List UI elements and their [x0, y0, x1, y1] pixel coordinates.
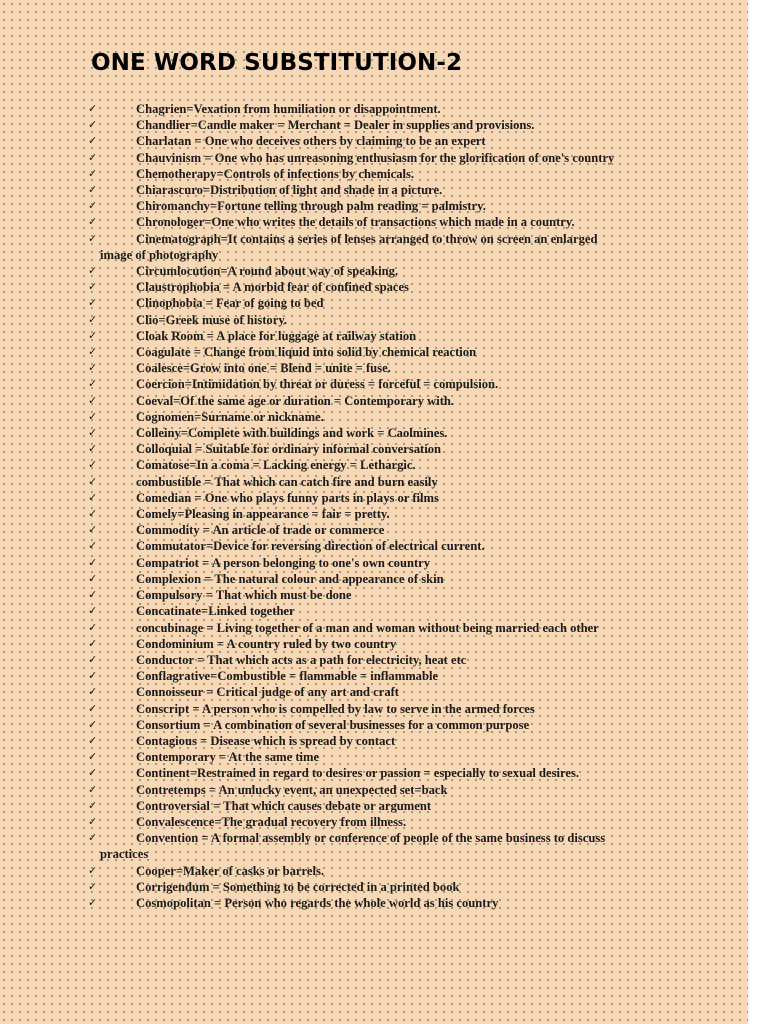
checkmark-icon: ✓ [88, 733, 98, 747]
list-item [88, 506, 668, 522]
entry-text: Cognomen=Surname or nickname. [136, 409, 324, 424]
list-item [88, 620, 668, 636]
list-item [88, 295, 668, 311]
checkmark-icon: ✓ [88, 685, 98, 699]
checkmark-icon: ✓ [88, 490, 98, 504]
list-item [88, 749, 668, 765]
checkmark-icon: ✓ [88, 895, 98, 909]
entry-text: Coercion=Intimidation by threat or duress = forceful = compulsion. [136, 377, 499, 392]
list-item [88, 360, 668, 376]
checkmark-icon: ✓ [88, 166, 98, 180]
list-item [88, 555, 668, 571]
checkmark-icon: ✓ [88, 474, 98, 488]
checkmark-icon: ✓ [88, 345, 98, 359]
checkmark-icon: ✓ [88, 215, 98, 229]
list-item [88, 312, 668, 328]
list-item [88, 587, 668, 603]
entry-text: Continent=Restrained in regard to desires or passion = especially to sexual desires. [136, 766, 580, 781]
checkmark-icon: ✓ [88, 701, 98, 715]
list-item [88, 263, 668, 279]
checkmark-icon: ✓ [88, 814, 98, 828]
entry-text: concubinage = Living together of a man and woman without being married each other [136, 620, 599, 635]
list-item [88, 231, 668, 263]
entry-text: Chiarascuro=Distribution of light and shade in a picture. [136, 183, 443, 198]
entry-text: combustible = That which can catch fire and burn easily [136, 474, 438, 489]
list-item [88, 798, 668, 814]
entry-text: Chauvinism = One who has unreasoning enthusiasm for the glorification of one's country [136, 150, 615, 165]
checkmark-icon: ✓ [88, 150, 98, 164]
list-item [88, 393, 668, 409]
list-item [88, 895, 668, 911]
list-item [88, 328, 668, 344]
list-item [88, 571, 668, 587]
checkmark-icon: ✓ [88, 782, 98, 796]
checkmark-icon: ✓ [88, 377, 98, 391]
checkmark-icon: ✓ [88, 588, 98, 602]
entry-text: Chagrien=Vexation from humiliation or disappointment. [136, 102, 441, 116]
list-item [88, 117, 668, 133]
entry-text: Chiromanchy=Fortune telling through palm reading = palmistry. [136, 199, 486, 214]
list-item [88, 409, 668, 425]
entry-text: Colleiny=Complete with buildings and work = Caolmines. [136, 426, 448, 441]
entry-text: Colloquial = Suitable for ordinary informal conversation [136, 442, 442, 457]
entry-text: Condominium = A country ruled by two country [136, 636, 397, 651]
entry-text: Complexion = The natural colour and appearance of skin [136, 571, 444, 586]
entry-text: Cloak Room = A place for luggage at railway station [136, 328, 417, 343]
list-item [88, 214, 668, 230]
list-item [88, 457, 668, 473]
checkmark-icon: ✓ [88, 393, 98, 407]
checkmark-icon: ✓ [88, 183, 98, 197]
entry-text: Chronologer=One who writes the details of transactions which made in a country. [136, 215, 575, 230]
checkmark-icon: ✓ [88, 442, 98, 456]
checkmark-icon: ✓ [88, 669, 98, 683]
list-item [88, 376, 668, 392]
checkmark-icon: ✓ [88, 798, 98, 812]
entry-text: Contretemps = An unlucky event, an unexpected set=back [136, 782, 448, 797]
list-item [88, 603, 668, 619]
entry-text: Chandlier=Candle maker = Merchant = Dealer in supplies and provisions. [136, 118, 535, 133]
entry-text: Corrigendum = Something to be corrected in a printed book [136, 879, 460, 894]
entry-text: Cinematograph=It contains a series of lenses arranged to throw on screen an enlarged [136, 231, 598, 246]
checkmark-icon: ✓ [88, 604, 98, 618]
list-item [88, 198, 668, 214]
checkmark-icon: ✓ [88, 199, 98, 213]
entry-text: Cooper=Maker of casks or barrels. [136, 863, 325, 878]
list-item [88, 441, 668, 457]
list-item [88, 830, 668, 862]
entry-text: Commutator=Device for reversing direction of electrical current. [136, 539, 485, 554]
list-item [88, 474, 668, 490]
list-item [88, 490, 668, 506]
list-item [88, 652, 668, 668]
list-item [88, 150, 668, 166]
entry-text: Chemotherapy=Controls of infections by chemicals. [136, 166, 415, 181]
checkmark-icon: ✓ [88, 766, 98, 780]
checkmark-icon: ✓ [88, 231, 98, 245]
list-item [88, 101, 668, 117]
entry-text: Claustrophobia = A morbid fear of confined spaces [136, 280, 409, 295]
checkmark-icon: ✓ [88, 717, 98, 731]
entry-text-continuation: image of photography [100, 247, 219, 262]
page-margin [748, 0, 768, 1024]
list-item [88, 879, 668, 895]
list-item [88, 133, 668, 149]
entry-text: Connoisseur = Critical judge of any art and craft [136, 685, 400, 700]
checkmark-icon: ✓ [88, 555, 98, 569]
entry-text: Convalescence=The gradual recovery from illness. [136, 814, 407, 829]
list-item [88, 863, 668, 879]
checkmark-icon: ✓ [88, 458, 98, 472]
entry-text: Coalesce=Grow into one = Blend = unite = fuse. [136, 361, 391, 376]
list-item [88, 636, 668, 652]
entry-text: Contagious = Disease which is spread by contact [136, 733, 396, 748]
entry-text: Comedian = One who plays funny parts in plays or films [136, 490, 439, 505]
checkmark-icon: ✓ [88, 620, 98, 634]
list-item [88, 522, 668, 538]
checkmark-icon: ✓ [88, 409, 98, 423]
checkmark-icon: ✓ [88, 507, 98, 521]
checkmark-icon: ✓ [88, 328, 98, 342]
checkmark-icon: ✓ [88, 280, 98, 294]
entry-text: Conflagrative=Combustible = flammable = inflammable [136, 669, 439, 684]
list-item [88, 182, 668, 198]
entry-text: Clinophobia = Fear of going to bed [136, 296, 324, 311]
entry-text: Compulsory = That which must be done [136, 588, 352, 603]
page-title: ONE WORD SUBSTITUTION-2 [91, 50, 463, 76]
checkmark-icon: ✓ [88, 879, 98, 893]
word-list [88, 101, 668, 911]
entry-text: Cosmopolitan = Person who regards the whole world as his country [136, 895, 499, 910]
entry-text: Coagulate = Change from liquid into solid by chemical reaction [136, 345, 477, 360]
checkmark-icon: ✓ [88, 102, 98, 115]
checkmark-icon: ✓ [88, 539, 98, 553]
entry-text: Consortium = A combination of several businesses for a common purpose [136, 717, 530, 732]
checkmark-icon: ✓ [88, 636, 98, 650]
list-item [88, 538, 668, 554]
list-item [88, 684, 668, 700]
checkmark-icon: ✓ [88, 863, 98, 877]
list-item [88, 166, 668, 182]
entry-text: Convention = A formal assembly or conference of people of the same business to discuss [136, 831, 606, 846]
entry-text: Comely=Pleasing in appearance = fair = pretty. [136, 507, 390, 522]
checkmark-icon: ✓ [88, 296, 98, 310]
entry-text: Charlatan = One who deceives others by claiming to be an expert [136, 134, 486, 149]
entry-text: Conscript = A person who is compelled by law to serve in the armed forces [136, 701, 535, 716]
list-item [88, 782, 668, 798]
checkmark-icon: ✓ [88, 750, 98, 764]
entry-text: Conductor = That which acts as a path for electricity, heat etc [136, 652, 467, 667]
checkmark-icon: ✓ [88, 118, 98, 132]
checkmark-icon: ✓ [88, 264, 98, 278]
list-item [88, 425, 668, 441]
checkmark-icon: ✓ [88, 571, 98, 585]
checkmark-icon: ✓ [88, 652, 98, 666]
entry-text: Contemporary = At the same time [136, 750, 320, 765]
list-item [88, 733, 668, 749]
entry-text: Controversial = That which causes debate or argument [136, 798, 432, 813]
checkmark-icon: ✓ [88, 523, 98, 537]
checkmark-icon: ✓ [88, 361, 98, 375]
entry-text: Clio=Greek muse of history. [136, 312, 288, 327]
list-item [88, 701, 668, 717]
entry-text: Concatinate=Linked together [136, 604, 295, 619]
checkmark-icon: ✓ [88, 426, 98, 440]
entry-text: Coeval=Of the same age or duration = Contemporary with. [136, 393, 455, 408]
checkmark-icon: ✓ [88, 134, 98, 148]
list-item [88, 717, 668, 733]
checkmark-icon: ✓ [88, 831, 98, 845]
list-item [88, 668, 668, 684]
list-item [88, 344, 668, 360]
list-item [88, 814, 668, 830]
list-item [88, 279, 668, 295]
checkmark-icon: ✓ [88, 312, 98, 326]
entry-text: Circumlocution=A round about way of speaking. [136, 264, 399, 279]
entry-text: Comatose=In a coma = Lacking energy = Lethargic. [136, 458, 416, 473]
entry-text: Commodity = An article of trade or commerce [136, 523, 385, 538]
entry-text-continuation: practices [100, 847, 149, 862]
list-item [88, 765, 668, 781]
entry-text: Compatriot = A person belonging to one's own country [136, 555, 431, 570]
